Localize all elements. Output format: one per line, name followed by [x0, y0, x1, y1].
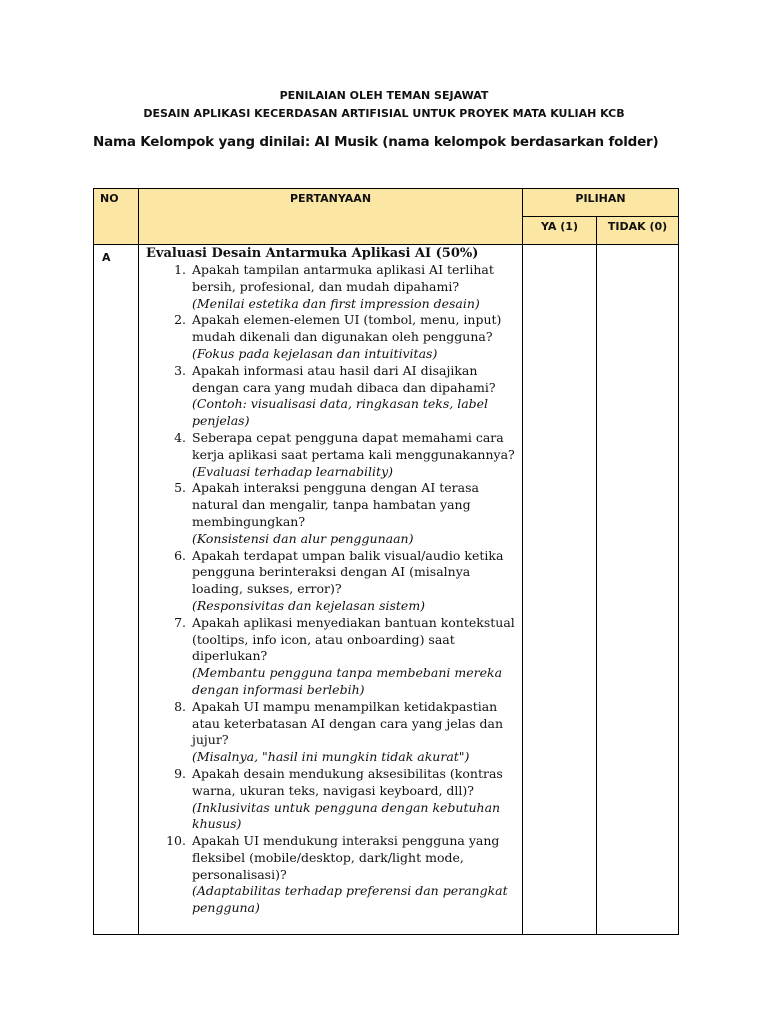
question-number: 8.: [174, 698, 186, 714]
question-text: Apakah UI mendukung interaksi pengguna yang fleksibel (mobile/desktop, dark/light mode, personalisasi)?: [192, 833, 500, 882]
question-list: [146, 262, 518, 917]
question-item: [146, 430, 518, 480]
question-note: (Konsistensi dan alur penggunaan): [192, 530, 414, 546]
question-number: 2.: [174, 312, 186, 328]
question-number: 10.: [166, 833, 186, 849]
header-no: NO: [94, 189, 139, 245]
question-item: [146, 766, 518, 833]
question-number: 4.: [174, 429, 186, 445]
question-text: Apakah interaksi pengguna dengan AI terasa natural dan mengalir, tanpa hambatan yang membingungkan?: [192, 480, 479, 529]
question-note: (Membantu pengguna tanpa membebani mereka dengan informasi berlebih): [192, 665, 503, 697]
question-text: Apakah elemen-elemen UI (tombol, menu, input) mudah dikenali dan digunakan oleh pengguna?: [192, 312, 502, 345]
question-text: Apakah UI mampu menampilkan ketidakpastian atau keterbatasan AI dengan cara yang jelas dan jujur?: [192, 698, 504, 748]
question-item: [146, 363, 518, 430]
question-text: Apakah aplikasi menyediakan bantuan kontekstual (tooltips, info icon, atau onboarding) saat diperlukan?: [192, 614, 515, 664]
header-ya: YA (1): [523, 217, 597, 245]
answer-ya-cell[interactable]: [523, 245, 597, 935]
answer-tidak-cell[interactable]: [597, 245, 679, 935]
header-tidak: TIDAK (0): [597, 217, 679, 245]
question-number: 7.: [174, 614, 186, 630]
question-note: (Responsivitas dan kejelasan sistem): [192, 597, 426, 613]
question-number: 1.: [174, 262, 186, 277]
question-item: [146, 548, 518, 615]
question-item: [146, 833, 518, 917]
header-pilihan: PILIHAN: [523, 189, 679, 217]
question-number: 6.: [174, 547, 186, 563]
section-title: Evaluasi Desain Antarmuka Aplikasi AI (50%): [146, 246, 479, 261]
question-text: Apakah desain mendukung aksesibilitas (kontras warna, ukuran teks, navigasi keyboard, dll)?: [192, 765, 503, 798]
question-number: 9.: [174, 765, 186, 781]
question-number: 3.: [174, 362, 186, 378]
document-title: PENILAIAN OLEH TEMAN SEJAWAT: [279, 89, 489, 102]
question-note: (Inklusivitas untuk pengguna dengan kebutuhan khusus): [192, 799, 501, 832]
question-item: [146, 699, 518, 766]
assessment-table: [93, 188, 679, 935]
question-item: [146, 480, 518, 547]
question-note: (Misalnya, "hasil ini mungkin tidak akurat"): [192, 749, 470, 765]
section-questions-cell: [139, 245, 523, 935]
section-no: A: [94, 245, 139, 935]
question-text: Seberapa cepat pengguna dapat memahami cara kerja aplikasi saat pertama kali menggunakannya?: [192, 429, 515, 462]
question-text: Apakah terdapat umpan balik visual/audio ketika pengguna berinteraksi dengan AI (misalnya loading, sukses, error)?: [192, 547, 504, 597]
question-note: (Menilai estetika dan first impression desain): [192, 295, 480, 311]
question-text: Apakah tampilan antarmuka aplikasi AI terlihat bersih, profesional, dan mudah dipahami?: [192, 262, 494, 294]
header-pertanyaan: PERTANYAAN: [139, 189, 523, 245]
question-note: (Evaluasi terhadap learnability): [192, 463, 394, 479]
question-item: [146, 312, 518, 362]
question-item: [146, 262, 518, 312]
question-note: (Fokus pada kejelasan dan intuitivitas): [192, 345, 438, 361]
group-name-label: Nama Kelompok yang dinilai: AI Musik (nama kelompok berdasarkan folder): [93, 134, 659, 150]
document-subtitle: DESAIN APLIKASI KECERDASAN ARTIFISIAL UNTUK PROYEK MATA KULIAH KCB: [143, 107, 625, 120]
question-item: [146, 615, 518, 699]
question-note: (Contoh: visualisasi data, ringkasan teks, label penjelas): [192, 396, 489, 429]
question-text: Apakah informasi atau hasil dari AI disajikan dengan cara yang mudah dibaca dan dipahami?: [192, 362, 496, 395]
question-number: 5.: [174, 480, 186, 496]
question-note: (Adaptabilitas terhadap preferensi dan perangkat pengguna): [192, 883, 508, 916]
